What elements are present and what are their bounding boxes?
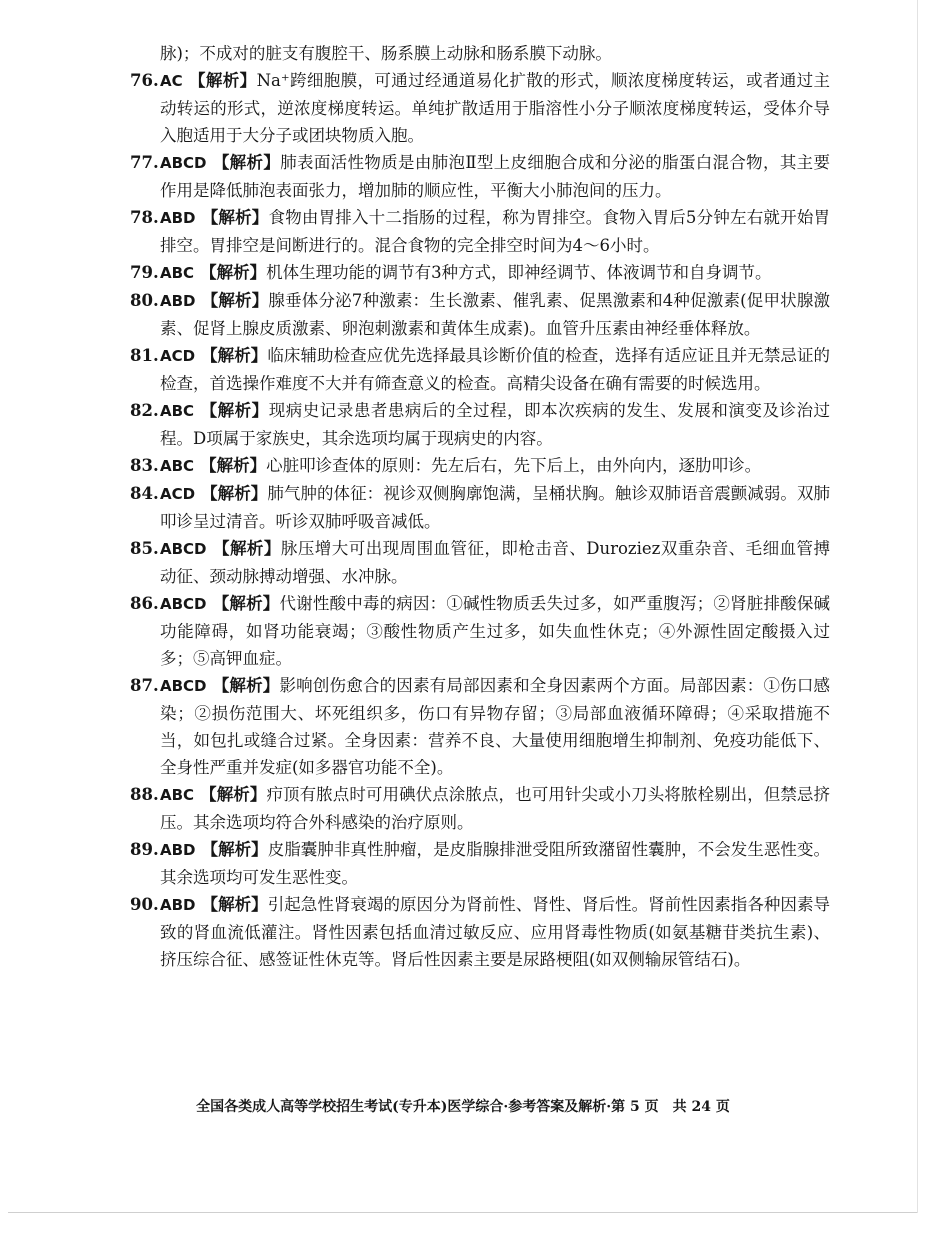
question-number: 85.	[130, 539, 159, 558]
analysis-text: 引起急性肾衰竭的原因分为肾前性、肾性、肾后性。肾前性因素指各种因素导致的肾血流低灌注。肾性因素包括血清过敏反应、应用肾毒性物质(如氨基糖苷类抗生素)、挤压综合征、感签证性休克等。肾后性因素主要是尿路梗阻(如双侧输尿管结石)。	[160, 895, 831, 969]
page-footer: 全国各类成人高等学校招生考试(专升本)医学综合·参考答案及解析·第 5 页 共 24 页	[196, 1099, 730, 1115]
answer-item	[0, 259, 830, 287]
question-number: 81.	[130, 346, 159, 365]
analysis-label: 【解析】	[188, 71, 257, 90]
answer-key: ABCD	[160, 595, 207, 613]
analysis-label: 【解析】	[212, 594, 280, 613]
answer-item	[0, 342, 830, 397]
question-number: 83.	[130, 456, 159, 475]
answer-item	[0, 397, 830, 452]
analysis-label: 【解析】	[212, 539, 281, 558]
analysis-text: 腺垂体分泌7种激素：生长激素、催乳素、促黑激素和4种促激素(促甲状腺激素、促肾上腺皮质激素、卵泡刺激素和黄体生成素)。血管升压素由神经垂体释放。	[160, 291, 830, 338]
question-number: 86.	[130, 594, 159, 613]
answer-item	[0, 149, 830, 204]
analysis-text: 现病史记录患者患病后的全过程，即本次疾病的发生、发展和演变及诊治过程。D项属于家族史，其余选项均属于现病史的内容。	[160, 401, 831, 448]
continuation-text: 脉)；不成对的脏支有腹腔干、肠系膜上动脉和肠系膜下动脉。	[160, 44, 612, 63]
question-number: 77.	[130, 153, 159, 172]
answer-key: ACD	[160, 347, 196, 365]
analysis-label: 【解析】	[201, 208, 269, 227]
question-number: 87.	[130, 676, 159, 695]
analysis-label: 【解析】	[201, 484, 268, 503]
analysis-label: 【解析】	[200, 785, 267, 804]
answer-item	[0, 590, 830, 672]
question-number: 82.	[130, 401, 159, 420]
analysis-text: 影响创伤愈合的因素有局部因素和全身因素两个方面。局部因素：①伤口感染；②损伤范围大、坏死组织多，伤口有异物存留；③局部血液循环障碍；④采取措施不当，如包扎或缝合过紧。全身因素：营养不良、大量使用细胞增生抑制剂、免疫功能低下、全身性严重并发症(如多器官功能不全)。	[160, 676, 831, 777]
answer-key: ABC	[160, 457, 195, 475]
analysis-text: 肺表面活性物质是由肺泡Ⅱ型上皮细胞合成和分泌的脂蛋白混合物，其主要作用是降低肺泡表面张力，增加肺的顺应性，平衡大小肺泡间的压力。	[160, 153, 831, 200]
analysis-text: 脉压增大可出现周围血管征，即枪击音、Duroziez双重杂音、毛细血管搏动征、颈动脉搏动增强、水冲脉。	[160, 539, 831, 586]
answer-key: ACD	[160, 485, 196, 503]
answer-key: ABD	[160, 841, 196, 859]
analysis-text: 心脏叩诊查体的原则：先左后右，先下后上，由外向内，逐肋叩诊。	[266, 456, 762, 475]
analysis-label: 【解析】	[201, 346, 268, 365]
answer-key: ABCD	[160, 154, 207, 172]
analysis-label: 【解析】	[201, 840, 268, 859]
analysis-label: 【解析】	[200, 263, 267, 282]
analysis-label: 【解析】	[200, 401, 269, 420]
answer-key: ABD	[160, 209, 196, 227]
question-number: 78.	[130, 208, 159, 227]
answer-key: ABC	[160, 786, 195, 804]
question-number: 80.	[130, 291, 159, 310]
analysis-label: 【解析】	[212, 153, 281, 172]
analysis-text: 机体生理功能的调节有3种方式，即神经调节、体液调节和自身调节。	[266, 263, 772, 282]
analysis-text: 食物由胃排入十二指肠的过程，称为胃排空。食物入胃后5分钟左右就开始胃排空。胃排空是间断进行的。混合食物的完全排空时间为4～6小时。	[160, 208, 831, 255]
answer-key: ABC	[160, 402, 195, 420]
analysis-label: 【解析】	[201, 895, 268, 914]
answer-key: ABCD	[160, 677, 207, 695]
analysis-text: 临床辅助检查应优先选择最具诊断价值的检查，选择有适应证且并无禁忌证的检查，首选操作难度不大并有筛查意义的检查。高精尖设备在确有需要的时候选用。	[160, 346, 831, 393]
answer-item	[0, 781, 830, 836]
answer-key: ABC	[160, 264, 195, 282]
answer-item	[0, 204, 830, 259]
question-number: 88.	[130, 785, 159, 804]
answer-item	[0, 672, 830, 781]
question-number: 79.	[130, 263, 159, 282]
answer-key: AC	[160, 72, 183, 90]
answer-item	[0, 287, 830, 342]
question-number: 90.	[130, 895, 159, 914]
answer-key: ABD	[160, 292, 196, 310]
analysis-text: 肺气肿的体征：视诊双侧胸廓饱满，呈桶状胸。触诊双肺语音震颤减弱。双肺叩诊呈过清音。听诊双肺呼吸音减低。	[160, 484, 831, 531]
analysis-text: 代谢性酸中毒的病因：①碱性物质丢失过多，如严重腹泻；②肾脏排酸保碱功能障碍，如肾功能衰竭；③酸性物质产生过多，如失血性休克；④外源性固定酸摄入过多；⑤高钾血症。	[160, 594, 831, 668]
right-divider	[917, 0, 918, 1213]
analysis-text: 皮脂囊肿非真性肿瘤，是皮脂腺排泄受阻所致潴留性囊肿，不会发生恶性变。其余选项均可发生恶性变。	[160, 840, 831, 887]
answer-item	[0, 836, 830, 891]
analysis-label: 【解析】	[201, 291, 269, 310]
bottom-divider	[8, 1212, 918, 1213]
question-number: 89.	[130, 840, 159, 859]
question-number: 76.	[130, 71, 159, 90]
question-number: 84.	[130, 484, 159, 503]
answer-key: ABD	[160, 896, 196, 914]
answer-item	[0, 891, 830, 973]
answer-item	[0, 480, 830, 535]
analysis-text: 疖顶有脓点时可用碘伏点涂脓点，也可用针尖或小刀头将脓栓剔出，但禁忌挤压。其余选项均符合外科感染的治疗原则。	[160, 785, 831, 832]
answer-item	[0, 67, 830, 149]
answer-key: ABCD	[160, 540, 207, 558]
answer-item	[0, 452, 830, 480]
analysis-label: 【解析】	[212, 676, 280, 695]
analysis-label: 【解析】	[200, 456, 267, 475]
analysis-text: Na⁺跨细胞膜，可通过经通道易化扩散的形式，顺浓度梯度转运，或者通过主动转运的形式，逆浓度梯度转运。单纯扩散适用于脂溶性小分子顺浓度梯度转运，受体介导入胞适用于大分子或团块物质入胞。	[160, 71, 831, 145]
answer-item	[0, 535, 830, 590]
answer-list	[0, 67, 926, 973]
